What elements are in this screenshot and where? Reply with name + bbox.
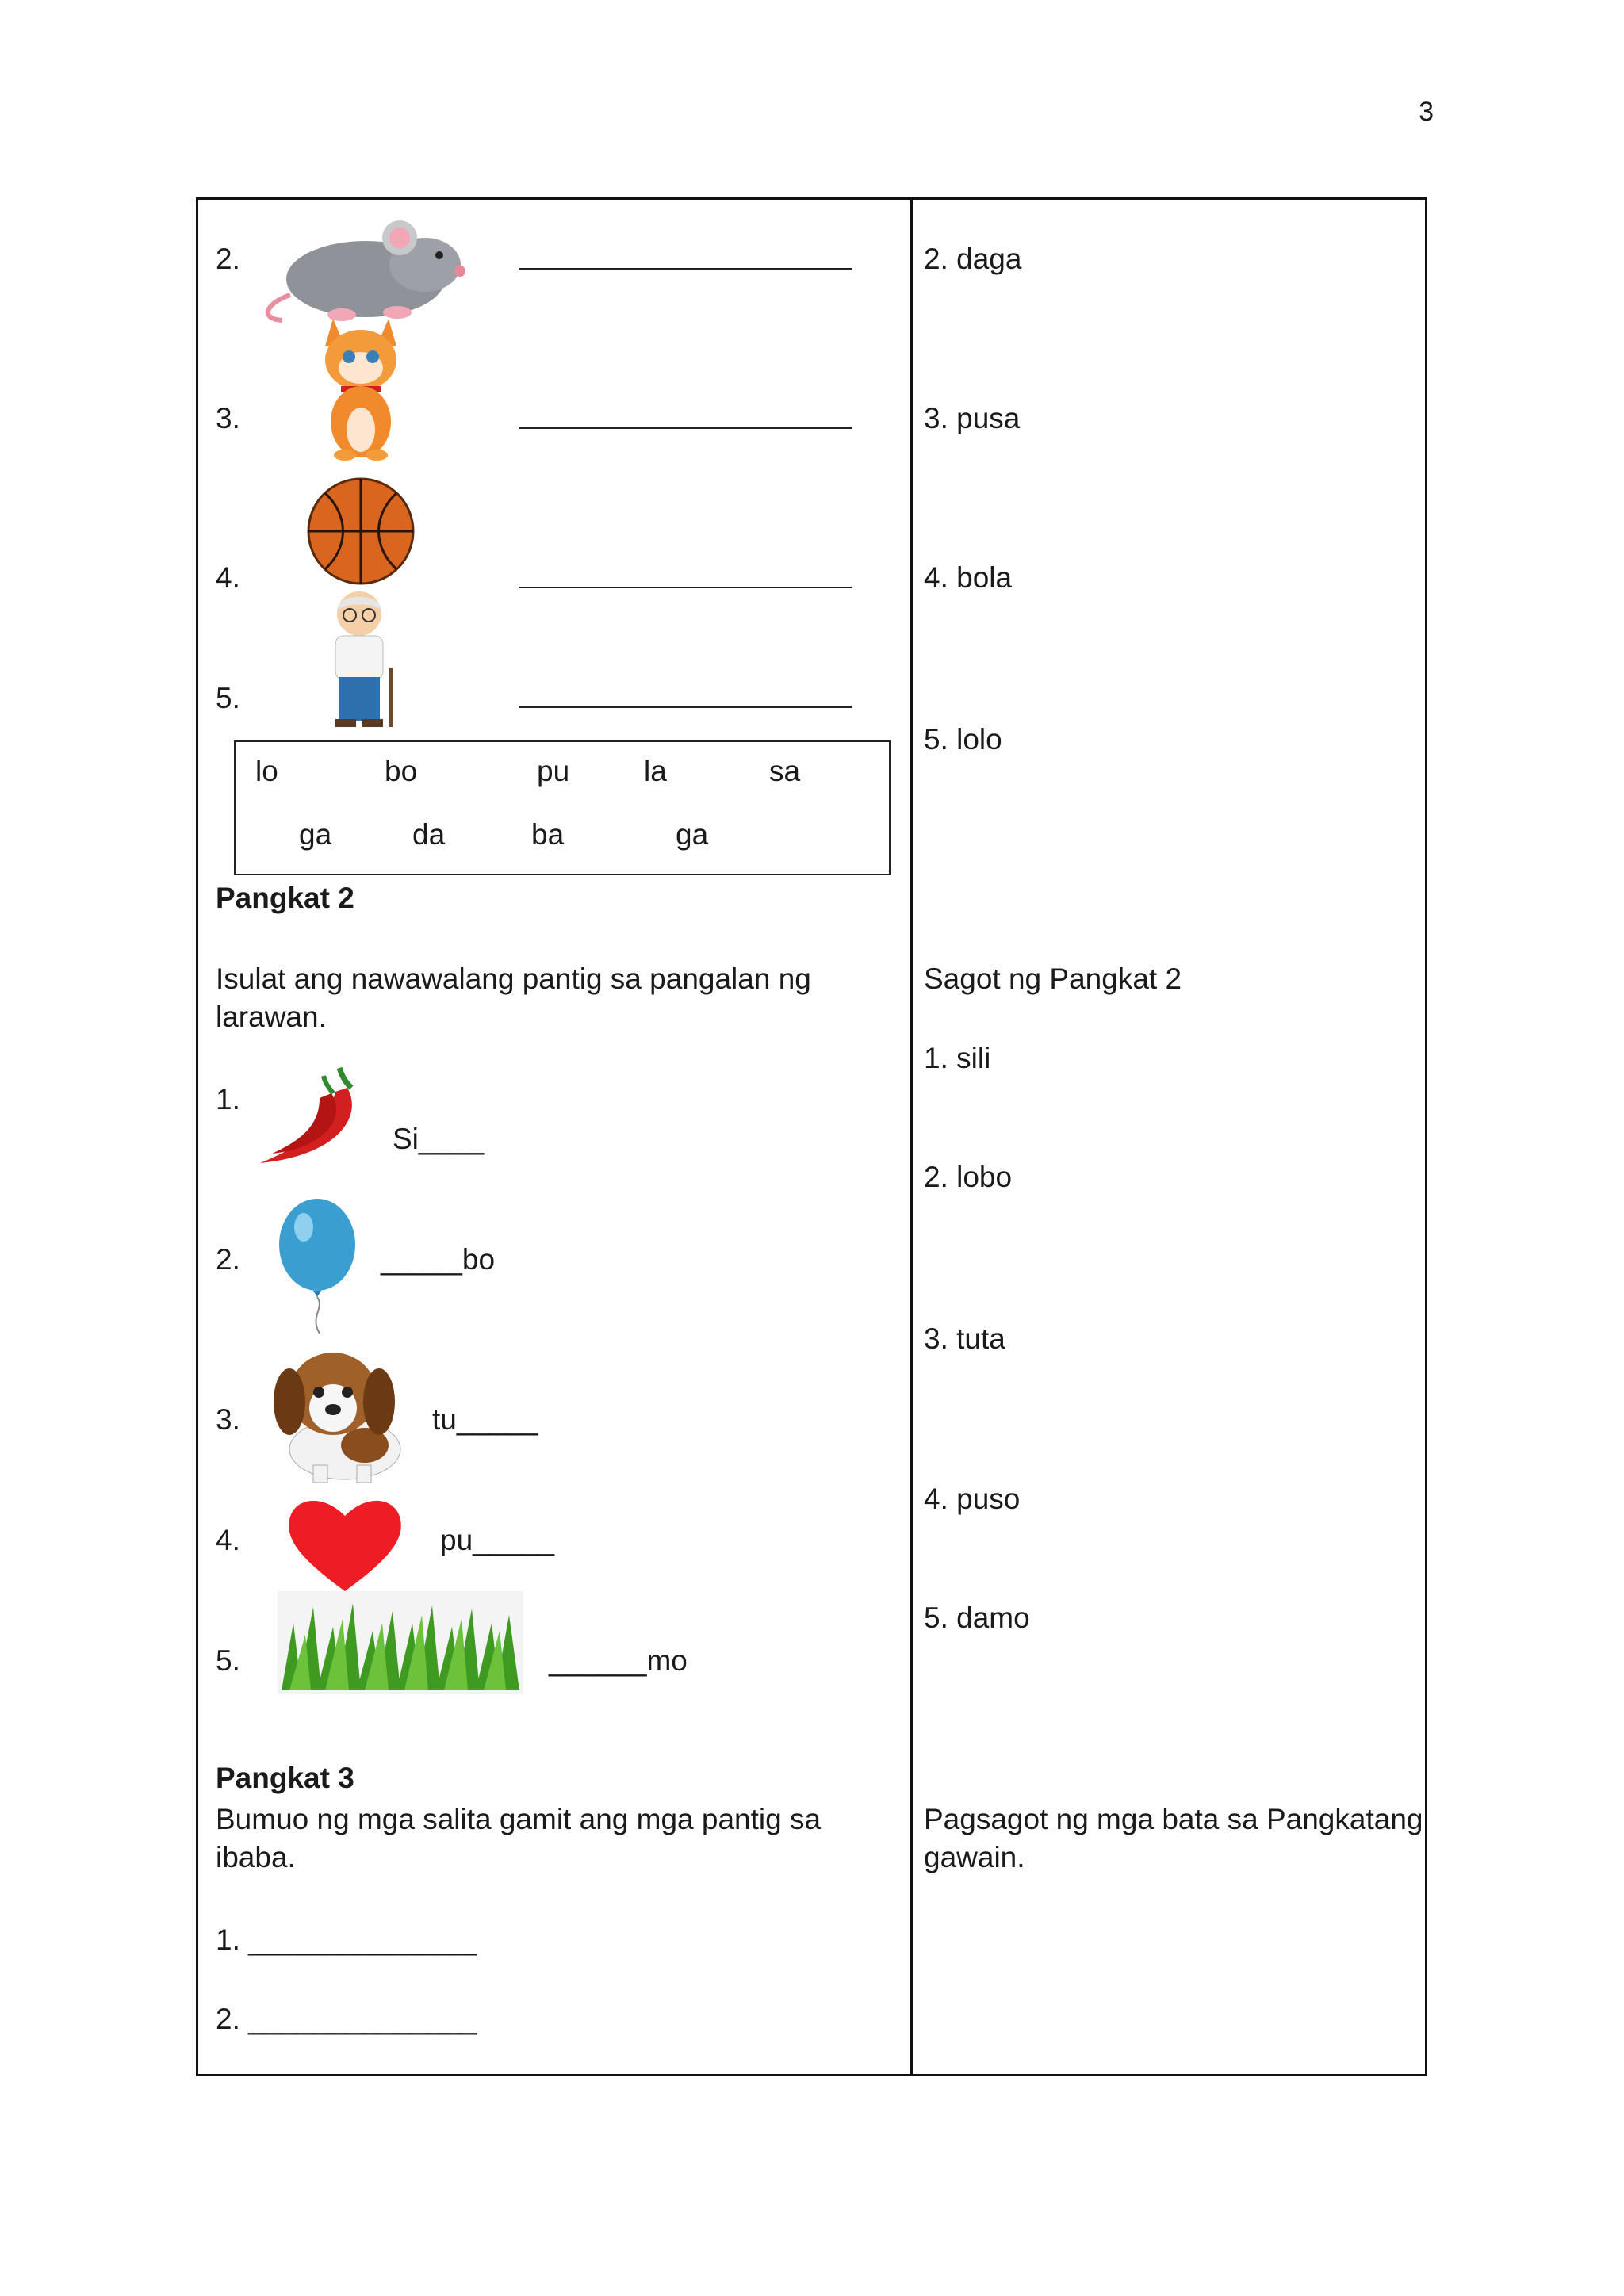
group3-instruction: ibaba. — [216, 1841, 296, 1873]
g2-answer: 5. damo — [924, 1601, 1030, 1634]
g2-answer: 3. tuta — [924, 1322, 1005, 1355]
syllable: sa — [769, 755, 801, 787]
syllable: bo — [385, 755, 418, 787]
answer-line — [519, 706, 852, 708]
syllable: lo — [255, 755, 278, 787]
group3-answer-note: Pagsagot ng mga bata sa Pangkatang — [924, 1803, 1423, 1835]
g2-blank: ______mo — [549, 1644, 688, 1677]
group3-instruction: Bumuo ng mga salita gamit ang mga pantig sa — [216, 1803, 822, 1835]
mouse-icon — [259, 216, 473, 327]
syllable: pu — [537, 755, 570, 787]
g1-answer: 2. daga — [924, 243, 1022, 275]
g1-item-number: 5. — [216, 682, 240, 714]
group2-instruction: larawan. — [216, 1001, 327, 1033]
answer-line — [519, 268, 852, 270]
g2-item-number: 2. — [216, 1243, 240, 1276]
g2-answer: 4. puso — [924, 1483, 1021, 1515]
answer-line — [519, 427, 852, 429]
g2-answer: 1. sili — [924, 1042, 991, 1074]
heart-icon — [285, 1492, 404, 1595]
chili-icon — [252, 1060, 375, 1171]
g2-blank: Si____ — [393, 1123, 485, 1155]
balloon-icon — [274, 1197, 361, 1336]
ball-icon — [305, 476, 416, 587]
g2-item-number: 3. — [216, 1403, 240, 1436]
syllable: da — [412, 818, 446, 851]
syllable: ba — [531, 818, 565, 851]
answer-line — [519, 587, 852, 588]
syllable-box — [234, 740, 891, 875]
syllable: ga — [676, 818, 709, 851]
syllable: la — [644, 755, 667, 787]
syllable: ga — [299, 818, 332, 851]
grandfather-icon — [313, 588, 408, 731]
g2-item-number: 5. — [216, 1644, 240, 1677]
g3-answer-blank: 2. ______________ — [216, 2003, 477, 2035]
group2-instruction: Isulat ang nawawalang pantig sa pangalan ng — [216, 962, 811, 995]
g1-item-number: 3. — [216, 402, 240, 434]
g2-blank: pu_____ — [440, 1524, 555, 1556]
g1-answer: 5. lolo — [924, 723, 1002, 756]
cat-icon — [317, 311, 404, 461]
group2-title: Pangkat 2 — [216, 882, 354, 914]
column-divider — [910, 200, 913, 2074]
g2-item-number: 4. — [216, 1524, 240, 1556]
group3-title: Pangkat 3 — [216, 1762, 354, 1794]
g2-blank: _____bo — [381, 1243, 496, 1276]
page-number: 3 — [1419, 97, 1434, 127]
grass-icon — [278, 1591, 523, 1694]
group3-answer-note: gawain. — [924, 1841, 1025, 1873]
g1-answer: 4. bola — [924, 561, 1013, 594]
g2-blank: tu_____ — [432, 1403, 538, 1436]
g2-item-number: 1. — [216, 1083, 240, 1115]
g2-answer: 2. lobo — [924, 1161, 1013, 1193]
group2-answers-title: Sagot ng Pangkat 2 — [924, 962, 1182, 995]
g1-item-number: 4. — [216, 561, 240, 594]
g3-answer-blank: 1. ______________ — [216, 1923, 477, 1956]
g1-answer: 3. pusa — [924, 402, 1021, 434]
g1-item-number: 2. — [216, 243, 240, 275]
puppy-icon — [262, 1346, 420, 1485]
worksheet-table — [196, 197, 1427, 2076]
